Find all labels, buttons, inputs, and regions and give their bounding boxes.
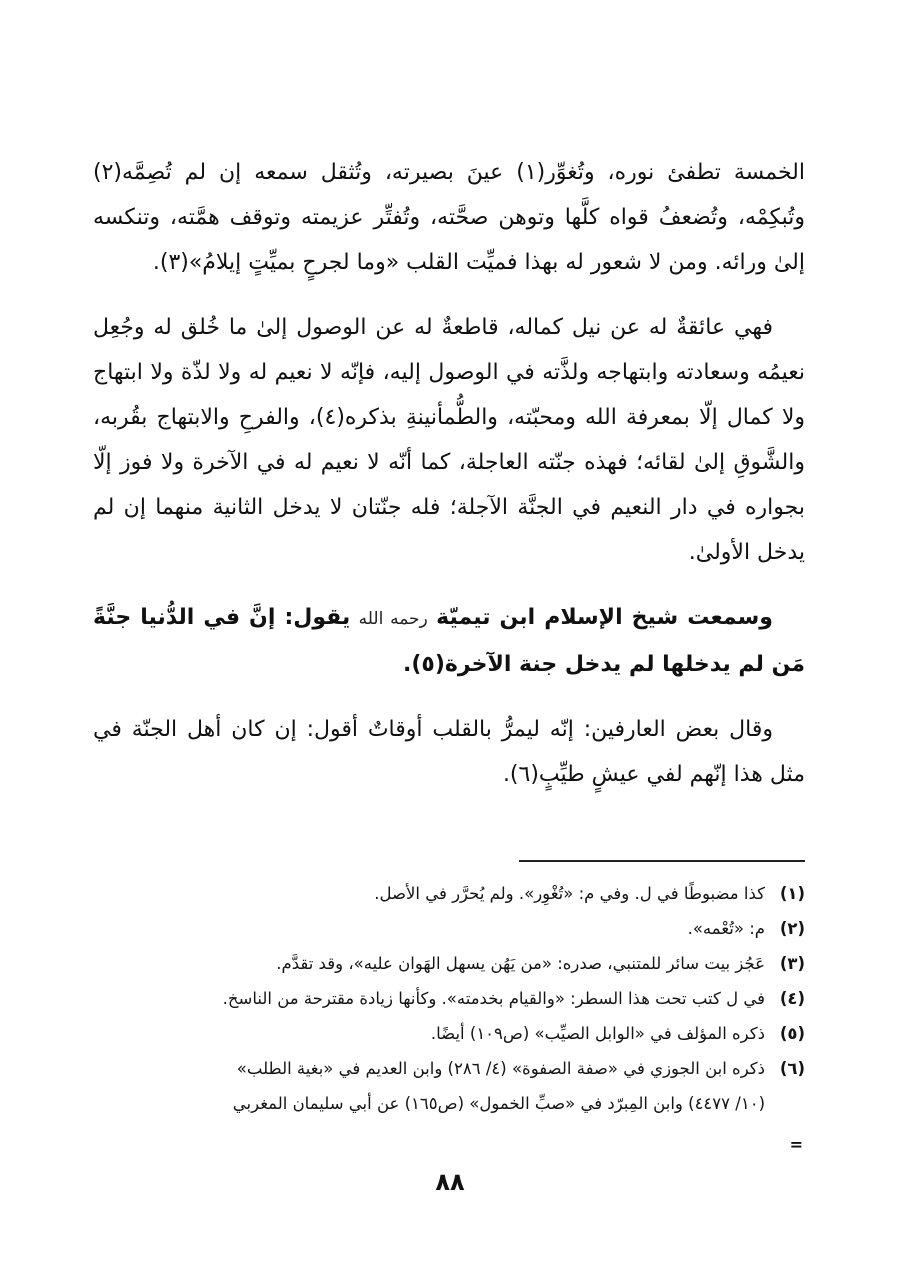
paragraph-3-lead: وسمعت شيخ الإسلام ابن تيميّة	[436, 605, 773, 630]
footnote	[93, 1016, 805, 1051]
paragraph-1: الخمسة تطفئ نوره، وتُغوِّر(١) عينَ بصيرته، وتُثقل سمعه إن لم تُصِمَّه(٢) وتُبكِمْه، وتُضعفُ قواه كلَّها وتوهن صحَّته، وتُفتِّر عزيمته وتوقف همَّته، وتنكسه إلىٰ ورائه. ومن لا شعور له بهذا فميِّت القلب «وما لجرحٍ بميِّتٍ إيلامُ»(٣).	[93, 160, 805, 275]
paragraph-3	[93, 595, 805, 687]
footnote-number: (٥)	[779, 1024, 805, 1043]
footnote-text: ذكره ابن الجوزي في «صفة الصفوة» (٤/ ٢٨٦) وابن العديم في «بغية الطلب»	[236, 1059, 765, 1078]
footnote-number: (٣)	[779, 954, 805, 973]
footnote-text: في ل كتب تحت هذا السطر: «والقيام بخدمته». وكأنها زيادة مقترحة من الناسخ.	[222, 989, 765, 1008]
footnote-text: كذا مضبوطًا في ل. وفي م: «تُغْوِر». ولم يُحرَّر في الأصل.	[374, 884, 765, 903]
honorific-glyph: رحمه الله	[358, 609, 428, 629]
footnote-text: م: «تُعْمه».	[687, 919, 765, 938]
footnote	[93, 876, 805, 911]
footnote-number: (٤)	[779, 989, 805, 1008]
paragraph-3-rest: يقول: إنَّ في الدُّنيا جنَّةً مَن لم يدخلها لم يدخل جنة الآخرة(٥).	[93, 605, 805, 677]
footnote-text: عَجُز بيت سائر للمتنبي، صدره: «من يَهُن يسهل الهَوان عليه»، وقد تقدَّم.	[276, 954, 765, 973]
footnote-text: ذكره المؤلف في «الوابل الصيِّب» (ص١٠٩) أيضًا.	[430, 1024, 765, 1043]
footnote-number: (١)	[779, 884, 805, 903]
footnote-separator	[519, 860, 805, 862]
paragraph-4: وقال بعض العارفين: إنّه ليمرُّ بالقلب أوقاتٌ أقول: إن كان أهل الجنّة في مثل هذا إنّهم لفي عيشٍ طيِّبٍ(٦).	[93, 717, 805, 787]
page-number: ٨٨	[435, 1168, 465, 1196]
footnote	[93, 981, 805, 1016]
footnote	[93, 946, 805, 981]
footnote	[93, 1051, 805, 1121]
paragraph-2: فهي عائقةٌ له عن نيل كماله، قاطعةٌ له عن الوصول إلىٰ ما خُلق له وجُعِل نعيمُه وسعادته وابتهاجه ولذَّته في الوصول إليه، فإنّه لا نعيم له ولا لذّة ولا ابتهاج ولا كمال إلّا بمعرفة الله ومحبّته، والطُّمأنينةِ بذكره(٤)، والفرحِ والابتهاج بقُربه، والشَّوقِ إلىٰ لقائه؛ فهذه جنّته العاجلة، كما أنّه لا نعيم له في الآخرة ولا فوز إلّا بجواره في دار النعيم في الجنَّة الآجلة؛ فله جنّتان لا يدخل الثانية منهما إن لم يدخل الأولىٰ.	[93, 315, 805, 565]
footnote-number: (٦)	[779, 1059, 805, 1078]
continuation-mark: =	[789, 1135, 803, 1154]
footnote-number: (٢)	[779, 919, 805, 938]
footnotes	[93, 876, 805, 1121]
footnote-continuation: (١٠/ ٤٤٧٧) وابن المِبرّد في «صبِّ الخمول» (ص١٦٥) عن أبي سليمان المغربي	[232, 1094, 765, 1113]
main-text	[93, 150, 805, 823]
footnote	[93, 911, 805, 946]
